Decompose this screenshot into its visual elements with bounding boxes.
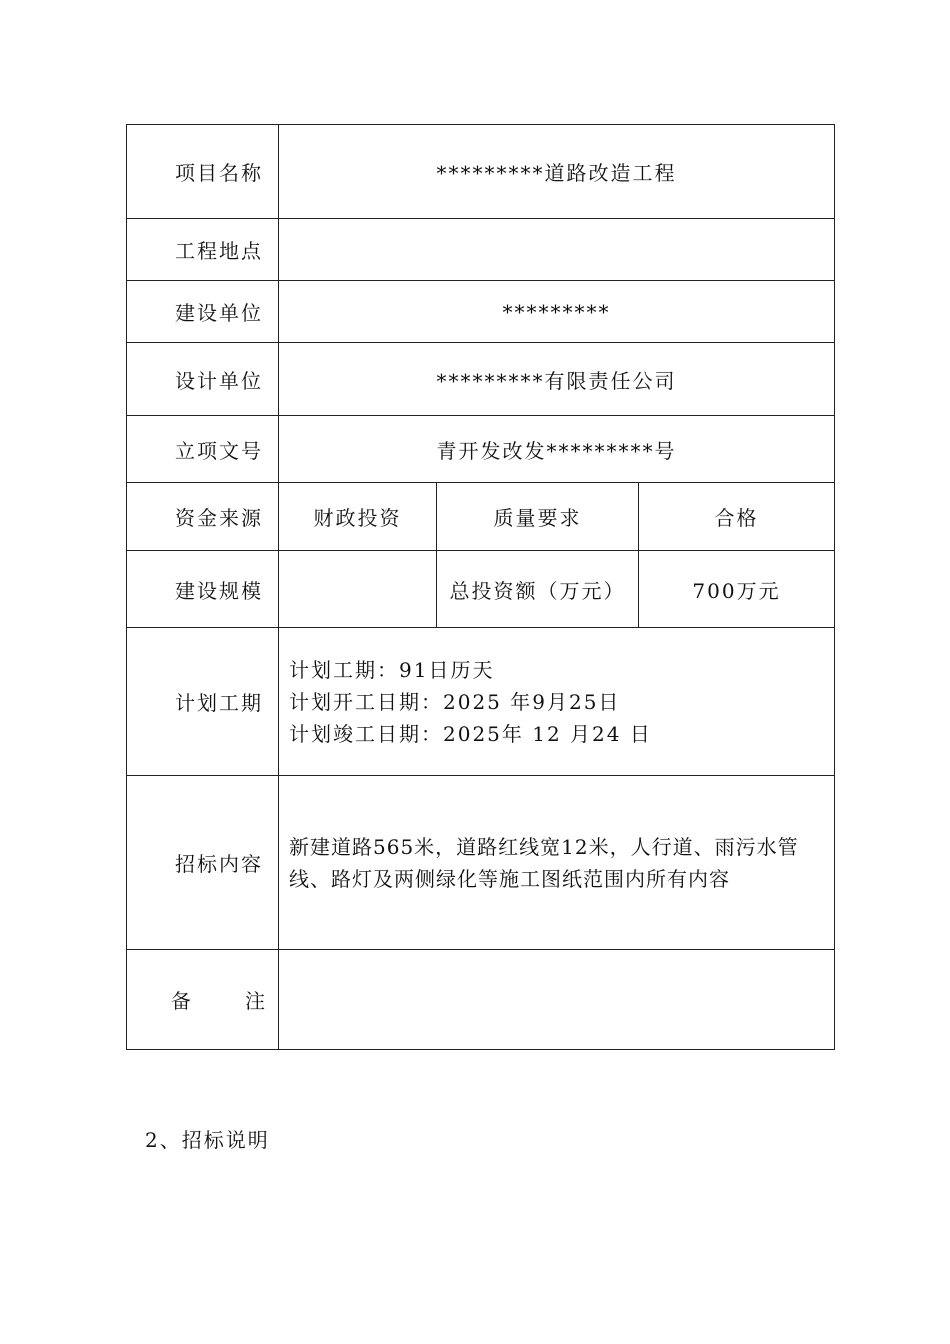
project-name-label: 项目名称 — [127, 125, 279, 219]
table-row — [127, 950, 835, 1050]
quality-label: 质量要求 — [437, 483, 639, 551]
table-row — [127, 776, 835, 950]
remark-value — [279, 950, 835, 1050]
investment-label: 总投资额（万元） — [437, 551, 639, 628]
designer-label: 设计单位 — [127, 343, 279, 416]
approval-label: 立项文号 — [127, 416, 279, 483]
location-value — [279, 219, 835, 281]
designer-value: *********有限责任公司 — [279, 343, 835, 416]
project-name-value: *********道路改造工程 — [279, 125, 835, 219]
investment-value: 700万元 — [639, 551, 835, 628]
table-row — [127, 551, 835, 628]
owner-value: ********* — [279, 281, 835, 343]
funding-label: 资金来源 — [127, 483, 279, 551]
table-row — [127, 628, 835, 776]
location-label: 工程地点 — [127, 219, 279, 281]
scale-label: 建设规模 — [127, 551, 279, 628]
table-row — [127, 219, 835, 281]
schedule-value — [279, 628, 835, 776]
schedule-end-date: 计划竣工日期：2025年 12 月24 日 — [289, 721, 652, 746]
table-row — [127, 281, 835, 343]
schedule-label: 计划工期 — [127, 628, 279, 776]
remark-label-char-1: 备 — [171, 989, 193, 1013]
table-row — [127, 125, 835, 219]
scope-value: 新建道路565米，道路红线宽12米，人行道、雨污水管线、路灯及两侧绿化等施工图纸范围内所有内容 — [279, 776, 835, 950]
table-row — [127, 483, 835, 551]
remark-label-char-2: 注 — [245, 989, 267, 1013]
table-row — [127, 416, 835, 483]
table-row — [127, 343, 835, 416]
schedule-start-date: 计划开工日期：2025 年9月25日 — [289, 689, 621, 714]
scope-label: 招标内容 — [127, 776, 279, 950]
approval-value: 青开发改发*********号 — [279, 416, 835, 483]
funding-value: 财政投资 — [279, 483, 437, 551]
schedule-duration: 计划工期：91日历天 — [289, 657, 495, 682]
owner-label: 建设单位 — [127, 281, 279, 343]
project-info-table — [126, 124, 835, 1050]
remark-label — [127, 950, 279, 1050]
quality-value: 合格 — [639, 483, 835, 551]
scale-value — [279, 551, 437, 628]
section-heading: 2、招标说明 — [145, 1128, 270, 1152]
